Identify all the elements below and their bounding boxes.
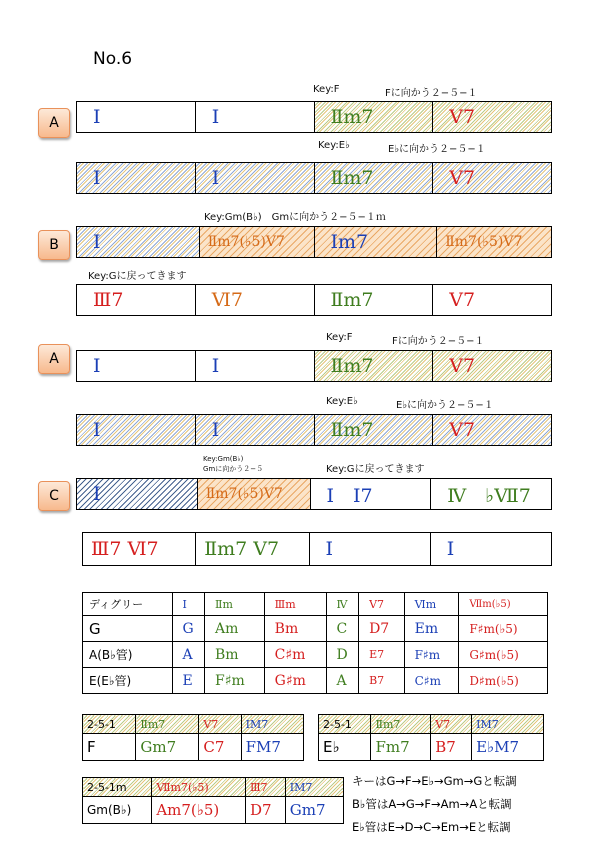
table-header: Ⅱm7: [371, 715, 431, 734]
chord-cell: A: [326, 668, 359, 694]
chord-cell: C7: [199, 734, 241, 761]
key-label: A(B♭管): [83, 642, 173, 668]
chord-cell: F♯m(♭5): [459, 616, 548, 642]
chord-cell: C: [326, 616, 359, 642]
section-label-c: C: [38, 481, 70, 511]
page-title: No.6: [93, 49, 133, 69]
bar-4: Ⅴ7: [433, 415, 551, 445]
degree-header: Ⅵm: [404, 593, 459, 616]
bar-3: Ⅱm7: [315, 285, 434, 315]
chord-cell: E7: [359, 642, 405, 668]
bar-1: Ⅲ7: [77, 285, 196, 315]
chord-cell: E: [172, 668, 204, 694]
chord-cell: C♯m: [264, 642, 326, 668]
bar-4: Ⅱm7(♭5)Ⅴ7: [437, 227, 551, 257]
section-label-b: B: [38, 230, 70, 260]
progression-note: E♭に向かう２−５−１: [396, 400, 494, 411]
key-note: Key:Gに戻ってきます: [326, 464, 425, 475]
modulation-line: B♭管はA→G→F→Am→Aと転調: [352, 797, 512, 811]
chord-cell: D♯m(♭5): [459, 668, 548, 694]
two-five-one-table-f: [82, 714, 304, 761]
key-label: E♭: [319, 734, 371, 761]
chord-cell: Em: [404, 616, 459, 642]
chord-cell: B7: [431, 734, 472, 761]
key-label: Gm(B♭): [83, 797, 152, 824]
bar-4: Ⅳ ♭Ⅶ7: [447, 484, 531, 507]
bar-2: Ⅵ7: [196, 285, 315, 315]
key-note: Key:Gm(B♭): [203, 455, 244, 463]
bar-1: Ⅰ: [77, 351, 196, 381]
chord-cell: Gm7: [136, 734, 199, 761]
bar-2: Ⅱm7(♭5)Ⅴ7: [200, 227, 315, 257]
key-label: F: [83, 734, 136, 761]
key-note: Key:E♭: [326, 396, 358, 407]
degree-header: Ⅳ: [326, 593, 359, 616]
bar-4: Ⅴ7: [433, 102, 551, 132]
bar-3: Ⅱm7: [315, 163, 434, 193]
table-header: Ⅱm7: [136, 715, 199, 734]
bar-1: Ⅰ: [77, 227, 200, 257]
progression-note: E♭に向かう２−５−１: [388, 144, 486, 155]
key-note: Key:F: [326, 332, 353, 343]
chord-cell: D7: [245, 797, 285, 824]
table-header: Ⅶm7(♭5): [152, 778, 246, 797]
table-header: 2-5-1: [319, 715, 371, 734]
chord-cell: Bm: [264, 616, 326, 642]
chord-cell: A: [172, 642, 204, 668]
chord-row-3: [76, 226, 552, 258]
section-label-a: A: [38, 344, 70, 374]
key-note: Key:E♭: [318, 140, 350, 151]
chord-cell: D7: [359, 616, 405, 642]
chord-cell: FM7: [241, 734, 303, 761]
chord-row-5: [76, 350, 552, 382]
bar-3: Ⅱm7: [315, 351, 434, 381]
degree-header-label: ディグリー: [83, 593, 173, 616]
chord-row-6: [76, 414, 552, 446]
table-header: Ⅲ7: [245, 778, 285, 797]
progression-note: Fに向かう２−５−１: [392, 336, 485, 347]
two-five-one-minor-table: [82, 777, 344, 824]
degree-table: [82, 592, 548, 694]
chord-cell: F♯m: [204, 668, 264, 694]
chord-cell: E♭M7: [472, 734, 544, 761]
degree-header: Ⅶm(♭5): [459, 593, 548, 616]
modulation-line: E♭管はE→D→C→Em→Eと転調: [352, 820, 511, 834]
modulation-notes: [352, 770, 517, 839]
bar-1: Ⅲ7 Ⅵ7: [83, 533, 196, 565]
chord-cell: Am: [204, 616, 264, 642]
key-label: G: [83, 616, 173, 642]
chord-row-7: [76, 478, 552, 510]
bar-2: Ⅱm7(♭5)Ⅴ7: [198, 479, 311, 509]
chord-cell: F♯m: [404, 642, 459, 668]
table-header: Ⅴ7: [199, 715, 241, 734]
chord-cell: B7: [359, 668, 405, 694]
degree-header: Ⅰ: [172, 593, 204, 616]
bar-4: Ⅴ7: [433, 351, 551, 381]
chord-cell: Fm7: [371, 734, 431, 761]
key-note: Key:Gに戻ってきます: [88, 271, 187, 282]
bar-4: Ⅴ7: [449, 289, 476, 311]
table-header: ⅠM7: [241, 715, 303, 734]
bar-3: Ⅰ Ⅰ7: [311, 479, 432, 509]
chord-row-4: [76, 284, 552, 316]
bar-4: Ⅴ7: [433, 163, 551, 193]
table-header: ⅠM7: [472, 715, 544, 734]
modulation-line: キーはG→F→E♭→Gm→Gと転調: [352, 774, 517, 788]
degree-header: Ⅴ7: [359, 593, 405, 616]
bar-3: Ⅰm7: [315, 227, 438, 257]
bar-2: Ⅰ: [196, 102, 315, 132]
chord-cell: D: [326, 642, 359, 668]
bar-2: Ⅰ: [196, 163, 315, 193]
table-header: 2-5-1m: [83, 778, 152, 797]
key-label: E(E♭管): [83, 668, 173, 694]
bar-3: Ⅰ: [310, 533, 431, 565]
chord-cell: G♯m(♭5): [459, 642, 548, 668]
chord-cell: Am7(♭5): [152, 797, 246, 824]
bar-3: Ⅱm7: [315, 102, 434, 132]
key-note: Key:Gm(B♭) Gmに向かう２−５−１ｍ: [204, 212, 386, 223]
bar-2: Ⅰ: [196, 415, 315, 445]
progression-note: Gmに向かう２−５: [203, 465, 264, 473]
two-five-one-table-eb: [318, 714, 544, 761]
chord-cell: G♯m: [264, 668, 326, 694]
progression-note: Fに向かう２−５−１: [385, 88, 478, 99]
bar-2: Ⅱm7 Ⅴ7: [196, 533, 309, 565]
chord-row-1: [76, 101, 552, 133]
table-header: Ⅴ7: [431, 715, 472, 734]
bar-2: Ⅰ: [196, 351, 315, 381]
chord-row-8: [82, 532, 552, 566]
chord-row-2: [76, 162, 552, 194]
chord-cell: Gm7: [285, 797, 343, 824]
bar-3: Ⅱm7: [315, 415, 434, 445]
key-note: Key:F: [313, 84, 340, 95]
table-header: 2-5-1: [83, 715, 136, 734]
table-header: ⅠM7: [285, 778, 343, 797]
bar-1: Ⅰ: [77, 415, 196, 445]
degree-header: Ⅱm: [204, 593, 264, 616]
chord-cell: Bm: [204, 642, 264, 668]
chord-cell: C♯m: [404, 668, 459, 694]
bar-1: Ⅰ: [77, 163, 196, 193]
bar-4: Ⅰ: [446, 538, 455, 560]
bar-1: Ⅰ: [77, 479, 198, 509]
chord-cell: G: [172, 616, 204, 642]
bar-1: Ⅰ: [77, 102, 196, 132]
section-label-a: A: [38, 108, 70, 138]
degree-header: Ⅲm: [264, 593, 326, 616]
